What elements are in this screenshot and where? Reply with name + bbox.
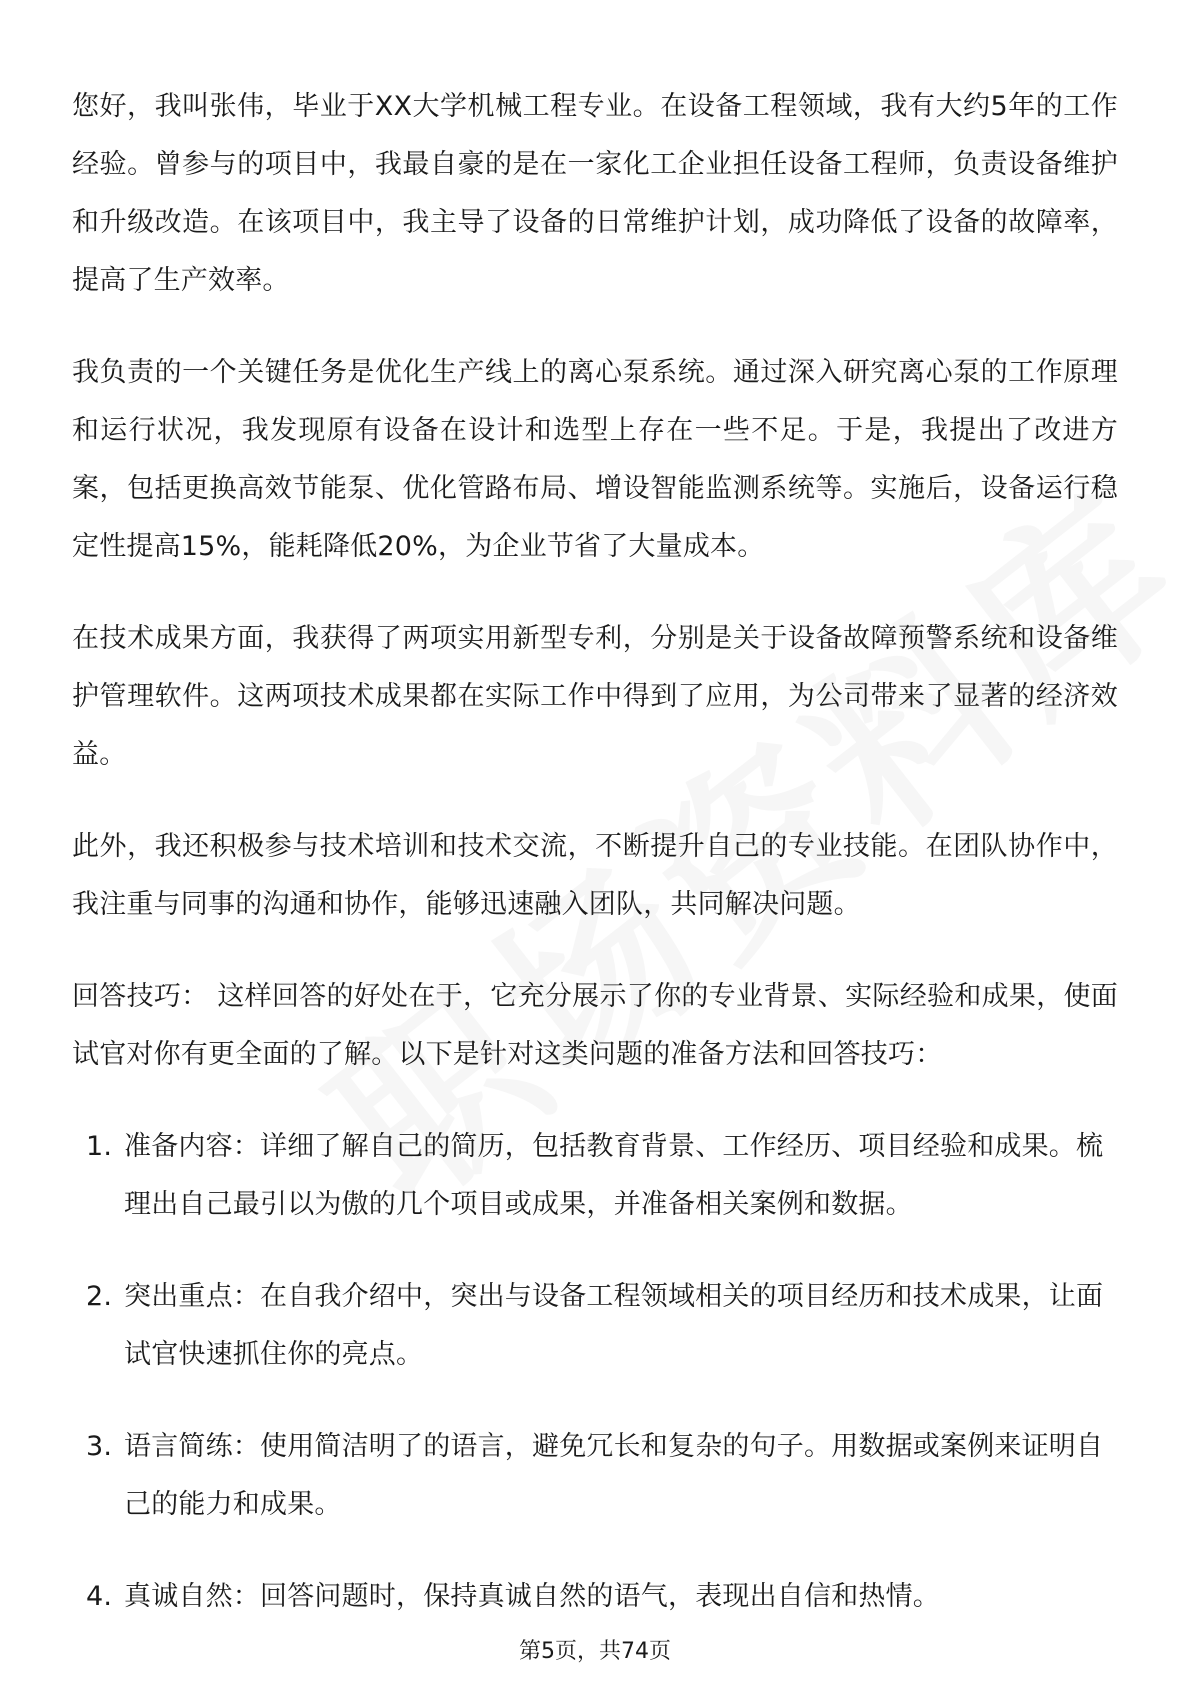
paragraph-tech-results: 在技术成果方面，我获得了两项实用新型专利，分别是关于设备故障预警系统和设备维护管理软件。这两项技术成果都在实际工作中得到了应用，为公司带来了显著的经济效益。 (72, 623, 1118, 770)
tips-list (72, 1118, 1118, 1626)
list-item-number: 2. (86, 1281, 113, 1312)
paragraph-key-task: 我负责的一个关键任务是优化生产线上的离心泵系统。通过深入研究离心泵的工作原理和运行状况，我发现原有设备在设计和选型上存在一些不足。于是，我提出了改进方案，包括更换高效节能泵、优化管路布局、增设智能监测系统等。实施后，设备运行稳定性提高15%，能耗降低20%，为企业节省了大量成本。 (72, 357, 1118, 562)
list-item-text: 准备内容：详细了解自己的简历，包括教育背景、工作经历、项目经验和成果。梳理出自己最引以为傲的几个项目或成果，并准备相关案例和数据。 (124, 1131, 1104, 1220)
list-item (72, 1118, 1118, 1234)
list-item-text: 语言简练：使用简洁明了的语言，避免冗长和复杂的句子。用数据或案例来证明自己的能力和成果。 (124, 1431, 1104, 1520)
page-number-footer: 第5页，共74页 (519, 1639, 671, 1664)
paragraph-intro: 您好，我叫张伟，毕业于XX大学机械工程专业。在设备工程领域，我有大约5年的工作经验。曾参与的项目中，我最自豪的是在一家化工企业担任设备工程师，负责设备维护和升级改造。在该项目中，我主导了设备的日常维护计划，成功降低了设备的故障率，提高了生产效率。 (72, 91, 1118, 296)
list-item-text: 突出重点：在自我介绍中，突出与设备工程领域相关的项目经历和技术成果，让面试官快速抓住你的亮点。 (124, 1281, 1104, 1370)
page-content (72, 78, 1118, 1660)
paragraph-teamwork: 此外，我还积极参与技术培训和技术交流，不断提升自己的专业技能。在团队协作中，我注重与同事的沟通和协作，能够迅速融入团队，共同解决问题。 (72, 831, 1118, 920)
list-item-number: 4. (86, 1581, 113, 1612)
list-item (72, 1568, 1118, 1626)
list-item-text: 真诚自然：回答问题时，保持真诚自然的语气，表现出自信和热情。 (124, 1581, 940, 1612)
list-item-number: 3. (86, 1431, 113, 1462)
list-item-number: 1. (86, 1131, 113, 1162)
list-item (72, 1268, 1118, 1384)
paragraph-answer-tips: 回答技巧： 这样回答的好处在于，它充分展示了你的专业背景、实际经验和成果，使面试官对你有更全面的了解。以下是针对这类问题的准备方法和回答技巧： (72, 981, 1118, 1070)
list-item (72, 1418, 1118, 1534)
